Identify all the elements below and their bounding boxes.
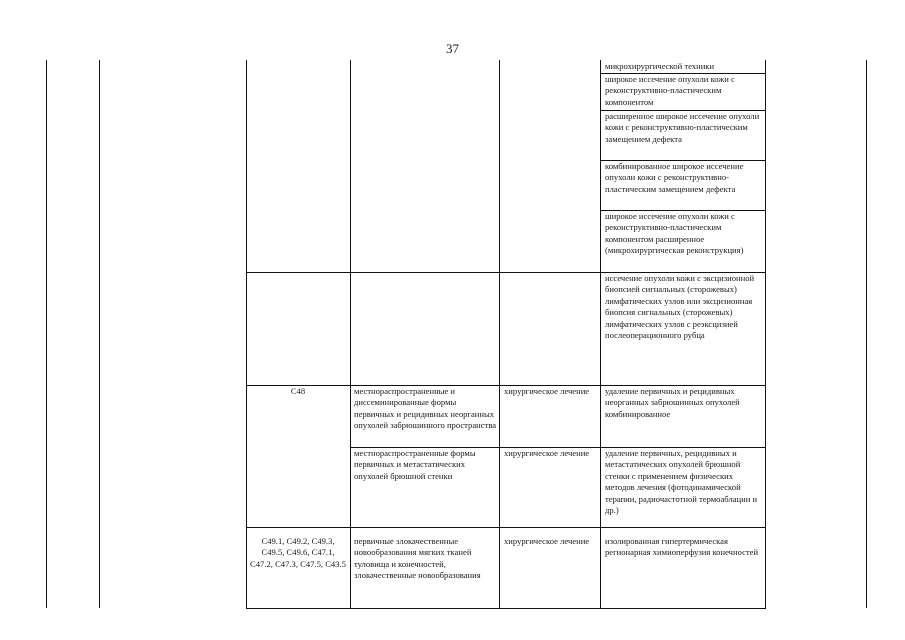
inner-left-margin-line: [99, 60, 100, 608]
table-cell-code: C49.1, C49.2, C49.3, C49.5, C49.6, C47.1, C47.2, C47.3, C47.5, C43.5: [250, 536, 346, 569]
table-cell-treatment: хирургическое лечение: [504, 448, 590, 458]
table-cell-method: иссечение опухоли кожи с эксцизионной биопсией сигнальных (сторожевых) лимфатических узлов или эксцизионная биопсия сигнальных (сторожевых) лимфатических узлов с реэксцизией послеоперационного рубца: [605, 273, 755, 341]
table-col-line-5: [765, 60, 766, 608]
table-cell-method: изолированная гипертермическая регионарная химиоперфузия конечностей: [605, 536, 759, 558]
table-col-line-2: [350, 60, 351, 608]
table-col-line-3: [499, 60, 500, 608]
table-bottom-line: [246, 608, 766, 609]
table-col-line-1: [246, 60, 247, 608]
table-cell-method: широкое иссечение опухоли кожи с реконструктивно-пластическим компонентом: [605, 74, 735, 107]
right-margin-line: [866, 60, 867, 608]
table-cell-diagnosis: местнораспространенные формы первичных и метастатических опухолей брюшной стенки: [354, 448, 476, 481]
left-margin-line: [46, 60, 47, 608]
table-cell-method: микрохирургической техники: [605, 61, 715, 71]
row-separator: [246, 527, 766, 528]
table-cell-treatment: хирургическое лечение: [504, 536, 590, 546]
table-cell-method: комбинированное широкое иссечение опухоли кожи с реконструктивно-пластическим замещением дефекта: [605, 161, 744, 194]
table-cell-code: C48: [290, 386, 306, 396]
table-cell-diagnosis: первичные злокачественные новообразования мягких тканей туловища и конечностей, злокачественные новообразования: [354, 536, 481, 581]
table-cell-method: расширенное широкое иссечение опухоли кожи с реконструктивно-пластическим замещением дефекта: [605, 111, 760, 144]
table-cell-method: широкое иссечение опухоли кожи с реконструктивно-пластическим компонентом расширенное (микрохирургическая реконструкция): [605, 211, 744, 256]
table-cell-method: удаление первичных, рецидивных и метастатических опухолей брюшной стенки с применением физических методов лечения (фотодинамической терапии, радиочастотной термоаблации и др.): [605, 448, 758, 516]
table-col-line-4: [600, 60, 601, 608]
table-cell-treatment: хирургическое лечение: [504, 386, 590, 396]
page-number: 37: [446, 41, 459, 56]
table-cell-method: удаление первичных и рецидивных неорганных забрюшинных опухолей комбинированное: [605, 386, 740, 419]
table-cell-diagnosis: местнораспространенные и диссеминированные формы первичных и рецидивных неорганных опухолей забрюшинного пространства: [354, 386, 497, 431]
